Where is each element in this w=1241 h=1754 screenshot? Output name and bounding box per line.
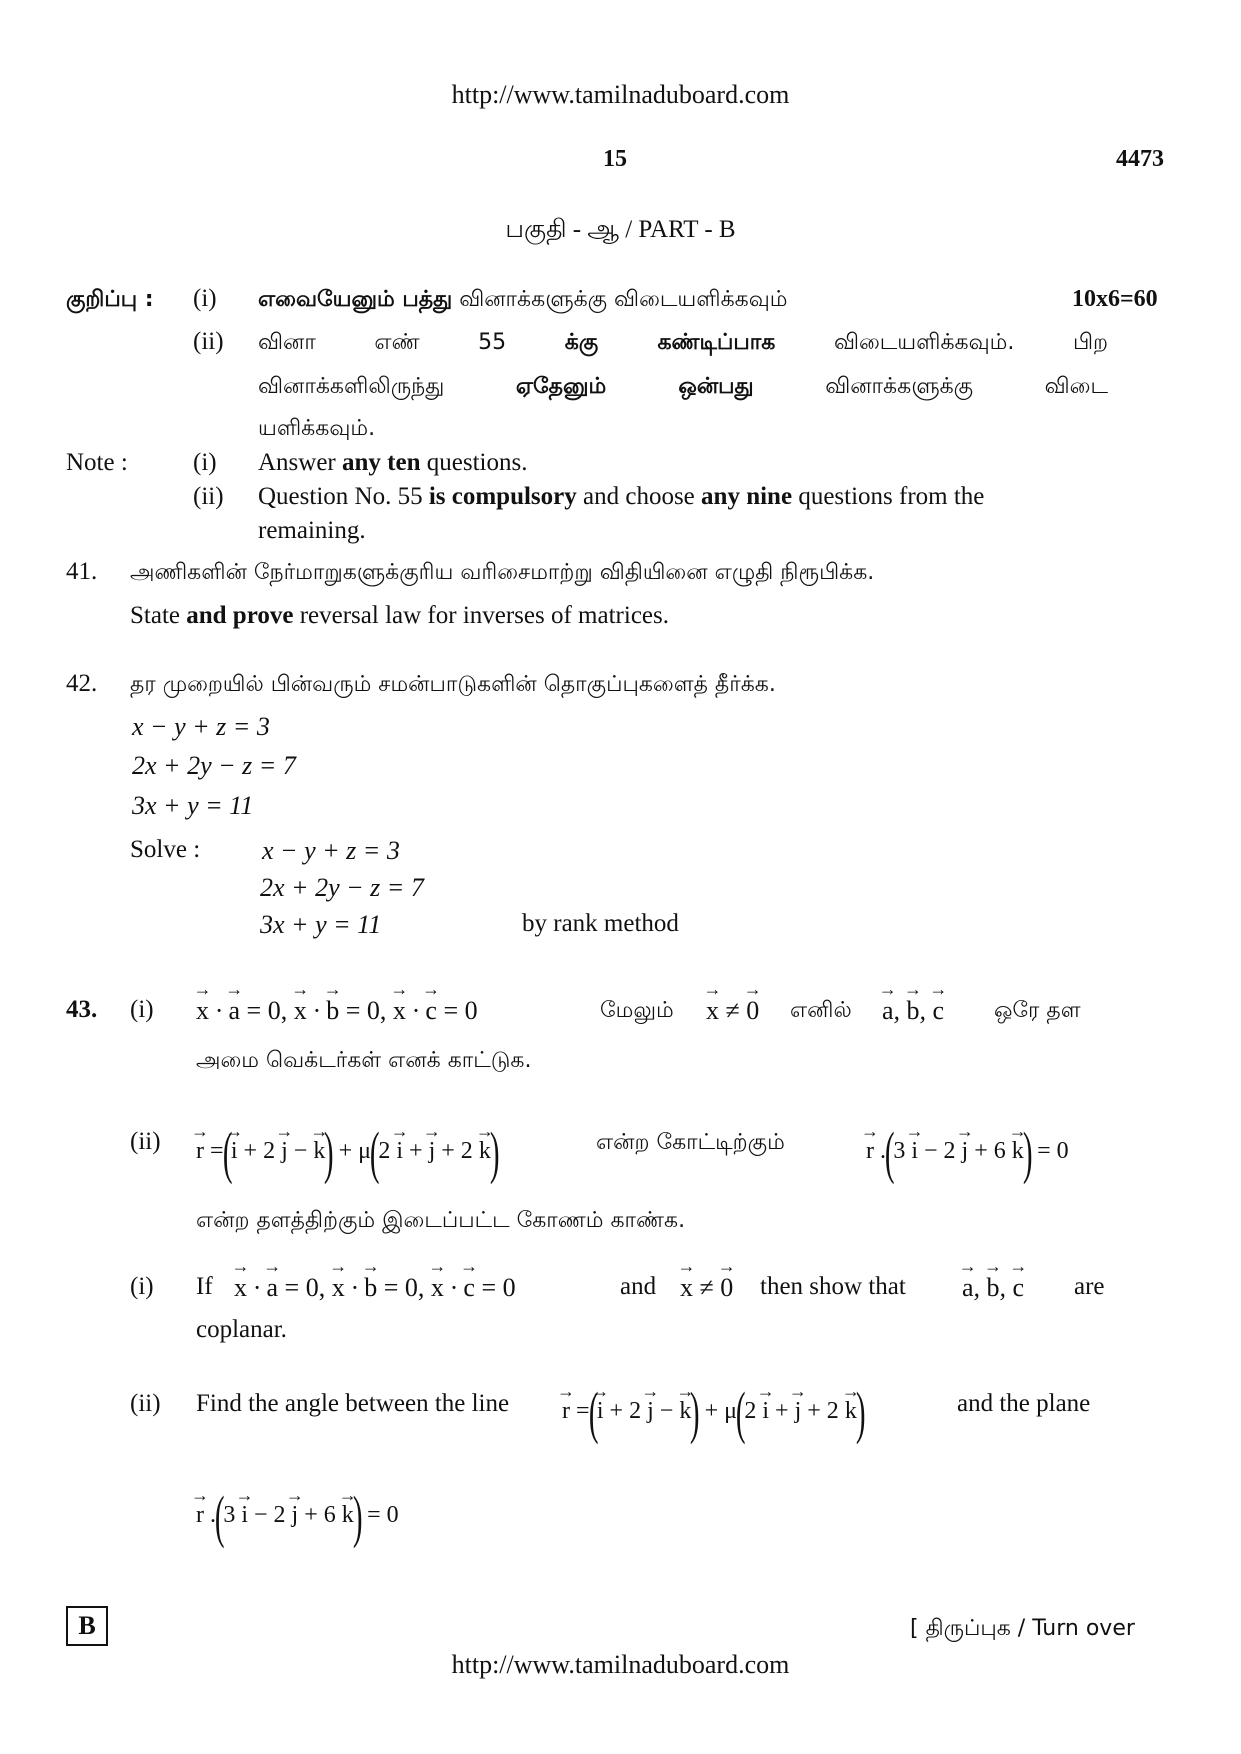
- q42-method: by rank method: [522, 910, 679, 937]
- q43-en-i-line2: coplanar.: [196, 1316, 287, 1343]
- tamil-note-ii-num: (ii): [193, 328, 224, 355]
- q43-en-ii-num: (ii): [130, 1390, 161, 1417]
- q43-tamil-ii-line-eq: → r =(→ i + 2 → j − → k) + μ(2 → i + → j + 2 → k): [196, 1124, 498, 1182]
- q43-en-i-if: If: [196, 1273, 213, 1300]
- note-i-num: (i): [193, 449, 217, 476]
- note-ii-line2: remaining.: [258, 517, 366, 544]
- note-ii-line1: Question No. 55 is compulsory and choose any nine questions from the: [258, 483, 985, 510]
- q43-en-i-vectors: → a, → b, → c: [962, 1273, 1024, 1303]
- q42-equation-3: 3x + y = 11: [132, 791, 254, 820]
- q42-number: 42.: [66, 670, 98, 697]
- q43-en-i-formula: → x · → a = 0, → x · → b = 0, → x · → c = 0: [234, 1273, 516, 1303]
- q41-english: State and prove reversal law for inverses of matrices.: [130, 602, 669, 629]
- q42-equation-1: x − y + z = 3: [132, 712, 270, 741]
- note-label: Note :: [66, 449, 128, 476]
- q42-equation-2b: 2x + 2y − z = 7: [260, 873, 424, 902]
- q43-en-ii-and: and the plane: [957, 1390, 1091, 1417]
- q43-tamil-i-vectors: → a, → b, → c: [882, 996, 944, 1026]
- q43-en-i-num: (i): [130, 1273, 154, 1300]
- footer-url[interactable]: http://www.tamilnaduboard.com: [451, 1650, 790, 1679]
- q43-tamil-i-if: எனில்: [790, 998, 852, 1023]
- q42-equation-1b: x − y + z = 3: [262, 836, 400, 865]
- q43-tamil-i-mid: மேலும்: [600, 998, 674, 1023]
- q43-tamil-ii-line2: என்ற தளத்திற்கும் இடைப்பட்ட கோணம் காண்க.: [196, 1208, 686, 1233]
- q43-tamil-ii-num: (ii): [130, 1128, 161, 1155]
- q43-tamil-i-line2: அமை வெக்டர்கள் எனக் காட்டுக.: [196, 1048, 532, 1073]
- note-i-text: Answer any ten questions.: [258, 449, 528, 476]
- tamil-note-ii-line1: வினா எண் 55 க்கு கண்டிப்பாக விடையளிக்கவும். பிற: [258, 330, 1108, 355]
- q42-solve-label: Solve :: [130, 836, 201, 863]
- q42-tamil: தர முறையில் பின்வரும் சமன்பாடுகளின் தொகுப்புகளைத் தீர்க்க.: [130, 672, 776, 697]
- header-url[interactable]: http://www.tamilnaduboard.com: [451, 80, 790, 109]
- q42-equation-3b: 3x + y = 11: [260, 910, 382, 939]
- q43-tamil-ii-plane-eq: → r .(3 → i − 2 → j + 6 → k) = 0: [866, 1124, 1069, 1182]
- q43-en-i-are: are: [1074, 1273, 1105, 1300]
- note-ii-num: (ii): [193, 483, 224, 510]
- q43-en-ii-text: Find the angle between the line: [196, 1390, 510, 1417]
- tamil-note-label: குறிப்பு :: [66, 287, 154, 312]
- q43-en-ii-plane-eq: → r .(3 → i − 2 → j + 6 → k) = 0: [196, 1488, 399, 1546]
- q43-tamil-i-condition: → x ≠ → 0: [706, 996, 759, 1026]
- q43-tamil-i-end: ஒரே தள: [994, 998, 1081, 1023]
- tamil-note-i-text: எவையேனும் பத்து வினாக்களுக்கு விடையளிக்கவும்: [258, 287, 788, 312]
- turn-over-text: [ திருப்புக / Turn over: [910, 1616, 1135, 1641]
- paper-code: 4473: [1116, 146, 1164, 172]
- q43-tamil-i-num: (i): [130, 996, 154, 1023]
- q43-en-i-then: then show that: [760, 1273, 906, 1300]
- q41-number: 41.: [66, 558, 98, 585]
- tamil-note-ii-line2: வினாக்களிலிருந்து ஏதேனும் ஒன்பது வினாக்களுக்கு விடை: [258, 374, 1108, 399]
- page-number: 15: [603, 146, 627, 172]
- q43-en-ii-line-eq: → r =(→ i + 2 → j − → k) + μ(2 → i + → j + 2 → k): [562, 1384, 864, 1442]
- part-title: பகுதி - ஆ / PART - B: [505, 216, 736, 243]
- q43-en-i-and: and: [620, 1273, 657, 1300]
- marks-allocation: 10x6=60: [1072, 286, 1158, 312]
- q43-tamil-i-formula: → x · → a = 0, → x · → b = 0, → x · → c = 0: [196, 996, 478, 1026]
- tamil-note-i-num: (i): [193, 285, 217, 312]
- q42-equation-2: 2x + 2y − z = 7: [132, 751, 296, 780]
- q43-tamil-ii-mid: என்ற கோட்டிற்கும்: [596, 1130, 785, 1155]
- tamil-note-ii-line3: யளிக்கவும்.: [258, 416, 376, 441]
- q43-en-i-condition: → x ≠ → 0: [680, 1273, 733, 1303]
- q41-tamil: அணிகளின் நேர்மாறுகளுக்குரிய வரிசைமாற்று விதியினை எழுதி நிரூபிக்க.: [130, 560, 875, 585]
- q43-number: 43.: [66, 996, 98, 1023]
- booklet-letter-box: B: [66, 1606, 108, 1646]
